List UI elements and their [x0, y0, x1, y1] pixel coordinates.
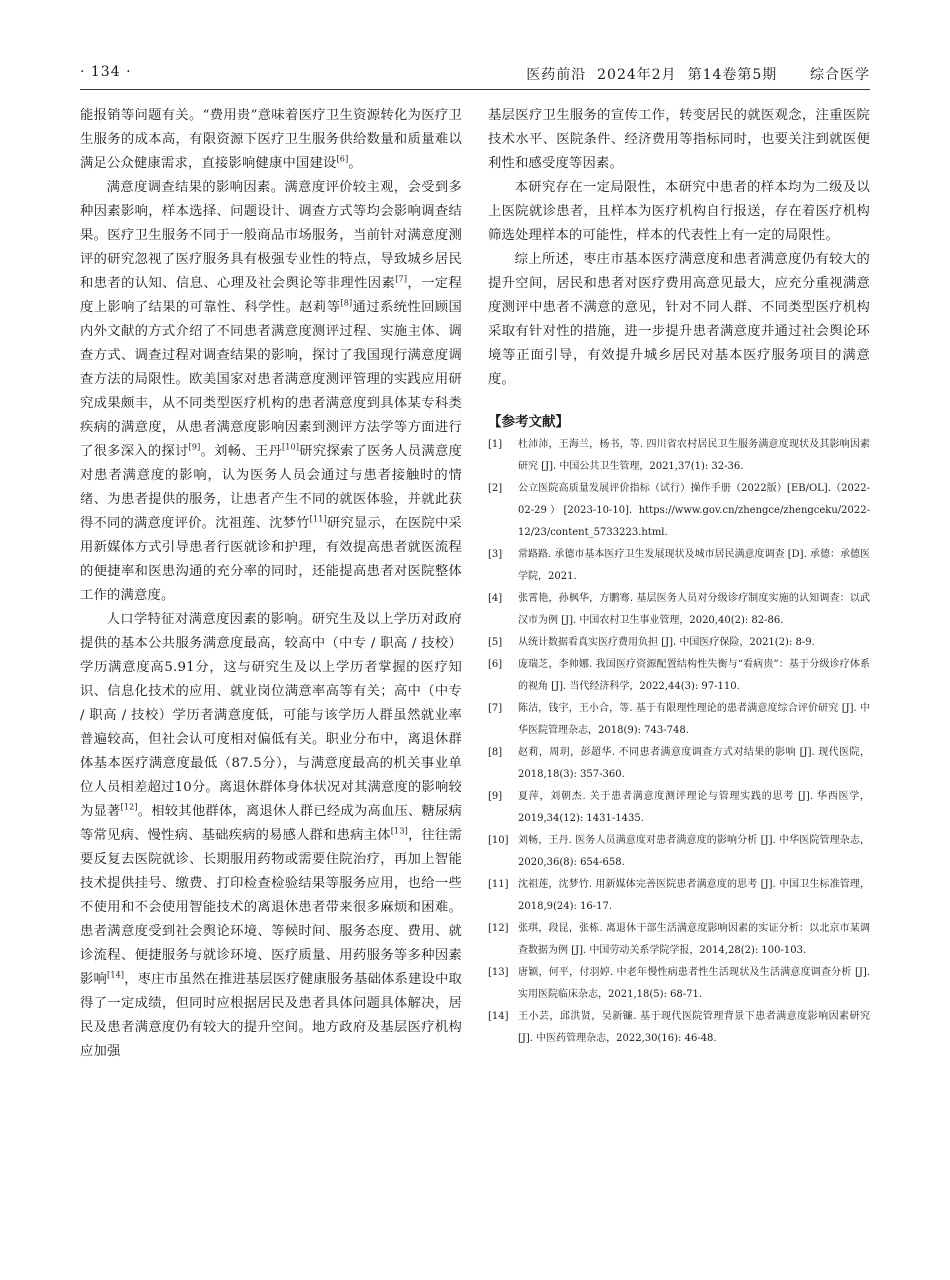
reference-text: 公立医院高质量发展评价指标（试行）操作手册（2022版）[EB/OL].（2022-02-29）[2023-10-10]. https://www.gov.cn/zhengce/zhengceku/2022-12/23/content_5733223.html. — [518, 483, 870, 538]
page-number: · 134 · — [80, 64, 132, 80]
reference-text: 常路路. 承德市基本医疗卫生发展现状及城市居民满意度调查 [D]. 承德：承德医学院，2021. — [518, 549, 870, 582]
reference-item — [488, 698, 870, 742]
text-run: 能报销等问题有关。“费用贵”意味着医疗卫生资源转化为医疗卫生服务的成本高，有限资源下医疗卫生服务供给数量和质量难以满足公众健康需求，直接影响健康中国建设 — [80, 108, 462, 171]
reference-number: [13] — [488, 967, 509, 978]
reference-list — [488, 434, 870, 1050]
citation: [8] — [340, 298, 353, 308]
paragraph: 基层医疗卫生服务的宣传工作，转变居民的就医观念，注重医院技术水平、医院条件、经济费用等指标同时，也要关注到就医便利性和感受度等因素。 — [488, 108, 870, 171]
reference-number: [8] — [488, 747, 503, 758]
reference-number: [9] — [488, 791, 503, 802]
citation: [7] — [395, 274, 408, 284]
text-run: 。刘畅、王丹 — [200, 444, 282, 459]
reference-text: 陈洁，钱宇，王小合，等. 基于有限理性理论的患者满意度综合评价研究 [J]. 中华医院管理杂志，2018(9): 743-748. — [518, 703, 870, 736]
reference-item — [488, 1006, 870, 1050]
text-run: 。 — [348, 156, 362, 171]
reference-number: [7] — [488, 703, 503, 714]
reference-number: [14] — [488, 1011, 509, 1022]
reference-item — [488, 632, 870, 654]
reference-item — [488, 544, 870, 588]
reference-item — [488, 874, 870, 918]
journal-info: 医药前沿 2024年2月 第14卷第5期 综合医学 — [526, 67, 870, 83]
reference-text: 夏萍，刘朝杰. 关于患者满意度测评理论与管理实践的思考 [J]. 华西医学，2019,34(12): 1431-1435. — [518, 791, 870, 824]
reference-item — [488, 654, 870, 698]
reference-number: [2] — [488, 483, 503, 494]
reference-text: 王小芸，邱洪贤，吴新镰. 基于现代医院管理背景下患者满意度影响因素研究 [J]. 中医药管理杂志，2022,30(16): 46-48. — [518, 1011, 870, 1044]
paragraph: 综上所述，枣庄市基本医疗满意度和患者满意度仍有较大的提升空间，居民和患者对医疗费用高意见最大，应充分重视满意度测评中患者不满意的意见，针对不同人群、不同类型医疗机构采取有针对性的措施，进一步提升患者满意度并通过社会舆论环境等正面引导，有效提升城乡居民对基本医疗服务项目的满意度。 — [488, 252, 870, 387]
text-run: 。相较其他群体，离退休人群已经成为高血压、糖尿病等常见病、慢性病、基础疾病的易感人群和患病主体 — [80, 804, 462, 843]
text-run: 研究探索了医务人员满意度对患者满意度的影响，认为医务人员会通过与患者接触时的情绪、为患者提供的服务，让患者产生不同的就医体验，并就此获得不同的满意度评价。沈祖莲、沈梦竹 — [80, 444, 462, 531]
citation: [10] — [281, 442, 300, 452]
reference-number: [1] — [488, 439, 503, 450]
citation: [9] — [188, 442, 201, 452]
reference-item — [488, 962, 870, 1006]
right-column — [488, 104, 870, 1194]
paragraph — [80, 608, 462, 1064]
reference-number: [10] — [488, 835, 509, 846]
reference-number: [5] — [488, 637, 503, 648]
citation: [13] — [390, 826, 408, 836]
reference-text: 张霄艳，孙枫华，方鹏骞. 基层医务人员对分级诊疗制度实施的认知调查：以武汉市为例 [J]. 中国农村卫生事业管理，2020,40(2): 82-86. — [518, 593, 870, 626]
reference-text: 张琪，段昆，张栋. 离退休干部生活满意度影响因素的实证分析：以北京市某调查数据为例 [J]. 中国劳动关系学院学报，2014,28(2): 100-103. — [518, 923, 870, 956]
reference-item — [488, 786, 870, 830]
left-column — [80, 104, 462, 1194]
text-run: 人口学特征对满意度因素的影响。研究生及以上学历对政府提供的基本公共服务满意度最高，较高中（中专 / 职高 / 技校）学历满意度高5.91分，这与研究生及以上学历者掌握的医疗知识、信息化技术的应用、就业岗位满意率高等有关；高中（中专 / 职高 / 技校）学历者满意度低，可能与该学历人群虽然就业率普遍较高，但社会认可度相对偏低有关。职业分布中，离退休群体基本医疗满意度最低（87.5分），与满意度最高的机关事业单位人员相差超过10分。离退休群体身体状况对其满意度的影响较为显著 — [80, 612, 462, 819]
reference-number: [4] — [488, 593, 503, 604]
reference-text: 赵莉，周玥，彭超华. 不同患者满意度调查方式对结果的影响 [J]. 现代医院，2018,18(3): 357-360. — [518, 747, 870, 780]
text-run: ，枣庄市虽然在推进基层医疗健康服务基础体系建设中取得了一定成绩，但同时应根据居民及患者具体问题具体解决，居民及患者满意度仍有较大的提升空间。地方政府及基层医疗机构应加强 — [80, 972, 462, 1059]
reference-number: [6] — [488, 659, 503, 670]
reference-text: 庞瑞芝，李帅娜. 我国医疗资源配置结构性失衡与“看病贵”：基于分级诊疗体系的视角 [J]. 当代经济科学，2022,44(3): 97-110. — [518, 659, 870, 692]
page-header — [80, 62, 870, 88]
citation: [14] — [107, 970, 125, 980]
citation: [6] — [336, 154, 349, 164]
text-run: 满意度调查结果的影响因素。满意度评价较主观，会受到多种因素影响，样本选择、问题设计、调查方式等均会影响调查结果。医疗卫生服务不同于一般商品市场服务，当前针对满意度测评的研究忽视了医疗服务具有极强专业性的特点，导致城乡居民和患者的认知、信息、心理及社会舆论等非理性因素 — [80, 180, 462, 291]
reference-number: [3] — [488, 549, 503, 560]
reference-item — [488, 742, 870, 786]
reference-item — [488, 830, 870, 874]
reference-item — [488, 434, 870, 478]
paragraph: 本研究存在一定局限性，本研究中患者的样本均为二级及以上医院就诊患者，且样本为医疗机构自行报送，存在着医疗机构筛选处理样本的可能性，样本的代表性上有一定的局限性。 — [488, 180, 870, 243]
reference-item — [488, 478, 870, 544]
reference-item — [488, 588, 870, 632]
reference-number: [12] — [488, 923, 509, 934]
reference-text: 杜沛沛，王海兰，杨书，等. 四川省农村居民卫生服务满意度现状及其影响因素研究 [J]. 中国公共卫生管理，2021,37(1): 32-36. — [518, 439, 870, 472]
citation: [11] — [309, 514, 327, 524]
paragraph — [80, 176, 462, 608]
reference-text: 刘畅，王丹. 医务人员满意度对患者满意度的影响分析 [J]. 中华医院管理杂志，2020,36(8): 654-658. — [518, 835, 870, 868]
text-run: 研究显示，在医院中采用新媒体方式引导患者行医就诊和护理，有效提高患者就医流程的便捷率和医患沟通的充分率的同时，还能提高患者对医院整体工作的满意度。 — [80, 516, 462, 603]
header-rule — [80, 89, 870, 90]
text-run: ，一定程度上影响了结果的可靠性、科学性。赵莉等 — [80, 276, 462, 315]
references-title: 【参考文献】 — [488, 414, 569, 430]
citation: [12] — [120, 802, 138, 812]
reference-text: 唐颖，何平，付羽婷. 中老年慢性病患者性生活现状及生活满意度调查分析 [J]. 实用医院临床杂志，2021,18(5): 68-71. — [518, 967, 870, 1000]
reference-item — [488, 918, 870, 962]
text-run: 通过系统性回顾国内外文献的方式介绍了不同患者满意度测评过程、实施主体、调查方式、调查过程对调查结果的影响，探讨了我国现行满意度调查方法的局限性。欧美国家对患者满意度测评管理的实践应用研究成果颇丰，从不同类型医疗机构的患者满意度到具体某专科类疾病的满意度，从患者满意度影响因素到测评方法学等方面进行了很多深入的探讨 — [80, 300, 462, 459]
text-run: ，往往需要反复去医院就诊、长期服用药物或需要住院治疗，再加上智能技术提供挂号、缴费、打印检查检验结果等服务应用，也给一些不使用和不会使用智能技术的离退休患者带来很多麻烦和困难。患者满意度受到社会舆论环境、等候时间、服务态度、费用、就诊流程、便捷服务与就诊环境、医疗质量、用药服务等多种因素影响 — [80, 828, 462, 987]
paragraph — [80, 104, 462, 176]
reference-number: [11] — [488, 879, 509, 890]
reference-text: 从统计数据看真实医疗费用负担 [J]. 中国医疗保险，2021(2): 8-9. — [518, 637, 815, 648]
reference-text: 沈祖莲，沈梦竹. 用新媒体完善医院患者满意度的思考 [J]. 中国卫生标准管理，2018,9(24): 16-17. — [518, 879, 870, 912]
